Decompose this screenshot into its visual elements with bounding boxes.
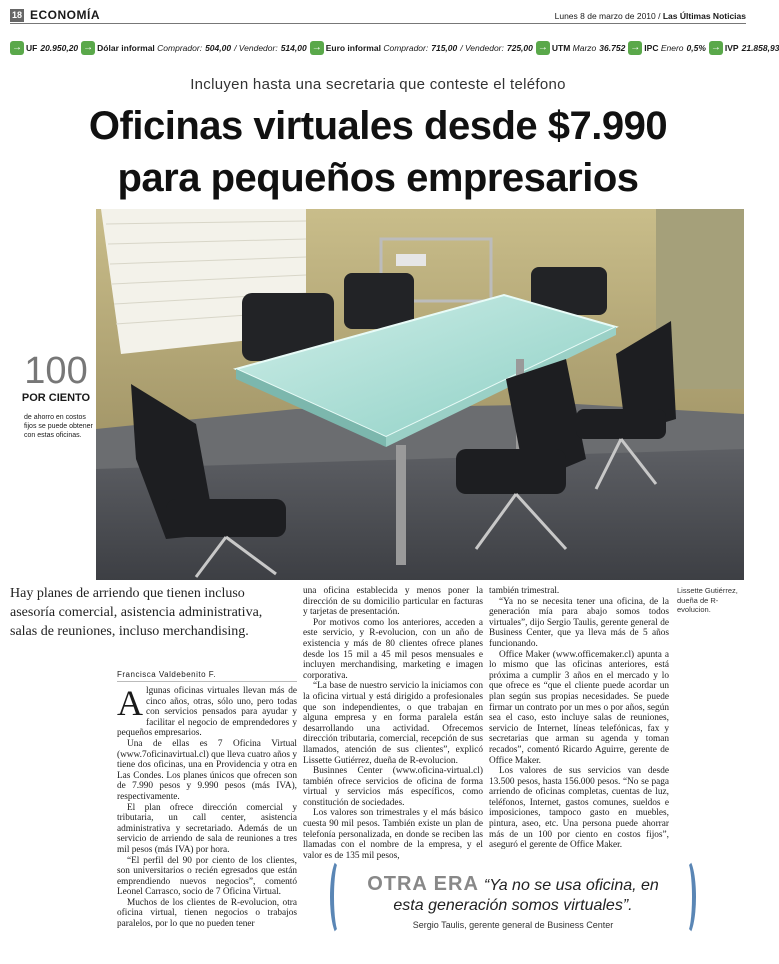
- paragraph: Algunas oficinas virtuales llevan más de cinco años, otras, sólo uno, pero todas con servicios pensados para ayudar y facilitar el negocio de emprendedores y pequeños empresarios.: [117, 683, 297, 739]
- indicators-bar: [10, 39, 779, 57]
- paragraph: una oficina establecida y menos poner la dirección de su domicilio particular en facturas y tarjetas de presentación.: [303, 586, 483, 618]
- arrow-right-icon: →: [83, 42, 94, 53]
- photo-caption: Lissette Gutiérrez, dueña de R-evolucion.: [677, 586, 738, 614]
- indicator-euro-vendedor: / Vendedor: 725,00: [460, 43, 533, 53]
- indicator-utm: → UTM Marzo 36.752: [537, 42, 626, 53]
- paragraph: también trimestral.: [489, 586, 560, 596]
- arrow-right-icon: →: [630, 42, 641, 53]
- stat-number: 100: [24, 350, 88, 392]
- paragraph: Los valores de sus servicios van desde 13.500 pesos, hasta 156.000 pesos. “No se paga arriendo de oficinas completas, cuentas de luz, teléfonos, Internet, gastos comunes, sueldos e imposiciones, tampoco gasto en muebles, pintura, aseo, etc. Una persona puede ahorrar más de un 100 por ciento en costos fijos”, aseguró el gerente de Office Maker.: [489, 766, 669, 851]
- stat-label: POR CIENTO: [21, 392, 91, 404]
- page-number: 18: [11, 10, 22, 20]
- pull-quote-text: OTRA ERA “Ya no se usa oficina, en esta generación somos virtuales”.: [367, 873, 659, 914]
- arrow-right-icon: →: [710, 42, 721, 53]
- headline-line-2: para pequeños empresarios: [117, 156, 639, 200]
- paragraph: “El perfil del 90 por ciento de los clientes, son universitarios o recién egresados que están emprendiendo nuevos negocios”, comentó Leonel Carrasco, socio de 7 Oficina Virtual.: [117, 855, 297, 898]
- article-lead: Hay planes de arriendo que tienen incluso asesoría comercial, asistencia administrativa, salas de reuniones, incluso merchandising.: [10, 586, 263, 639]
- indicator-dolar-vendedor: / Vendedor: 514,00: [234, 43, 307, 53]
- publication-name: Las Últimas Noticias: [662, 11, 746, 21]
- paragraph: Businnes Center (www.oficina-virtual.cl) también ofrece servicios de oficina de forma virtual y servicios más específicos, como constitución de sociedades.: [303, 766, 483, 808]
- indicator-dolar-comprador: → Dólar informal Comprador: 504,00: [83, 42, 232, 53]
- dateline: Lunes 8 de marzo de 2010 / Las Últimas Noticias: [554, 11, 746, 21]
- pull-quote-kicker: OTRA ERA: [367, 873, 479, 895]
- indicator-ivp: → IVP 21.858,93: [710, 42, 779, 53]
- paragraph: Los valores son trimestrales y el más básico cuesta 90 mil pesos. También existe un plan de telefonía personalizada, en donde se reciben las llamadas con el nombre de la empresa, y el valor es de 135 mil pesos,: [303, 808, 483, 861]
- left-bracket-icon: [330, 858, 348, 936]
- article-kicker: Incluyen hasta una secretaria que conteste el teléfono: [190, 76, 566, 93]
- byline: Francisca Valdebenito F.: [117, 670, 297, 682]
- paragraph: “La base de nuestro servicio la iniciamos con la oficina virtual y está dirigido a profesionales que son independientes, o que trabajan en alguna empresa y en forma paralela están desarrollando una actividad. Ofrecemos dirección tributaria, comercial, recepción de sus llamados, atención de sus clientes”, explicó Lissette Gutiérrez, dueña de R-evolucion.: [303, 681, 483, 766]
- pull-quote-attribution: Sergio Taulis, gerente general de Business Center: [412, 920, 614, 930]
- arrow-right-icon: →: [537, 42, 548, 53]
- indicator-euro-comprador: → Euro informal Comprador: 715,00: [311, 42, 458, 53]
- headline-line-1: Oficinas virtuales desde $7.990: [88, 104, 668, 148]
- paragraph: Por motivos como los anteriores, acceden a este servicio, y R-evolucion, con un año de existencia y más de 80 clientes ofrece planes desde los 15 mil a 45 mil pesos mensuales e incluyen merchandising, marketing e imagen corporativa.: [303, 617, 483, 681]
- drop-cap: A: [117, 683, 143, 723]
- meeting-room-photo: [96, 209, 744, 580]
- arrow-right-icon: →: [12, 42, 22, 53]
- arrow-right-icon: →: [311, 42, 322, 53]
- paragraph: El plan ofrece dirección comercial y tributaria, un call center, asistencia administrativa y secretariado. Además de un servicio de arriendo de sala de reuniones a tres mil pesos (más IVA) por hora.: [117, 802, 297, 855]
- article-headline: [20, 100, 736, 204]
- section-title: ECONOMÍA: [30, 8, 100, 22]
- indicator-uf: → UF 20.950,20: [12, 42, 79, 53]
- right-bracket-icon: [678, 858, 696, 936]
- paragraph: “Ya no se necesita tener una oficina, de la generación mía para abajo somos todos virtuales”, dijo Sergio Taulis, gerente general de Business Center, que ya lleva más de 5 años funcionando.: [489, 596, 669, 649]
- stat-text: de ahorro en costos fijos se puede obtener con estas oficinas.: [24, 414, 93, 439]
- page-header: [10, 8, 746, 24]
- article-column-3: [489, 586, 669, 851]
- meeting-room-image: [96, 209, 744, 580]
- article-column-2: [303, 586, 483, 861]
- article-column-1: [117, 683, 297, 930]
- date: Lunes 8 de marzo de 2010: [554, 11, 656, 21]
- paragraph: Office Maker (www.officemaker.cl) apunta a lo mismo que las oficinas anteriores, está próxima a cumplir 3 años en el mercado y lo que ofrece es “que el cliente puede acordar un plan según sus propias necesidades. Se puede firmar un contrato por un mes o por años, según sea el caso, esto incluye salas de reuniones, servicio de Internet, líneas telefónicas, fax y secretarias que arman su agenda y toman recados”, comentó Ricardo Aguirre, gerente de Office Maker.: [489, 649, 669, 766]
- indicator-ipc: → IPC Enero 0,5%: [630, 42, 706, 53]
- pull-quote: [330, 858, 696, 938]
- paragraph: Una de ellas es 7 Oficina Virtual (www.7oficinavirtual.cl) que lleva cuatro años y tiene dos oficinas, una en Providencia y otra en Las Condes. Los planes únicos que ofrecen son de 7.990 pesos y 9.990 pesos (más IVA), respectivamente.: [117, 738, 297, 802]
- paragraph: Muchos de los clientes de R-evolucion, otra oficina virtual, tienen negocios o trabajos paralelos, por lo que no pueden tener: [117, 897, 297, 930]
